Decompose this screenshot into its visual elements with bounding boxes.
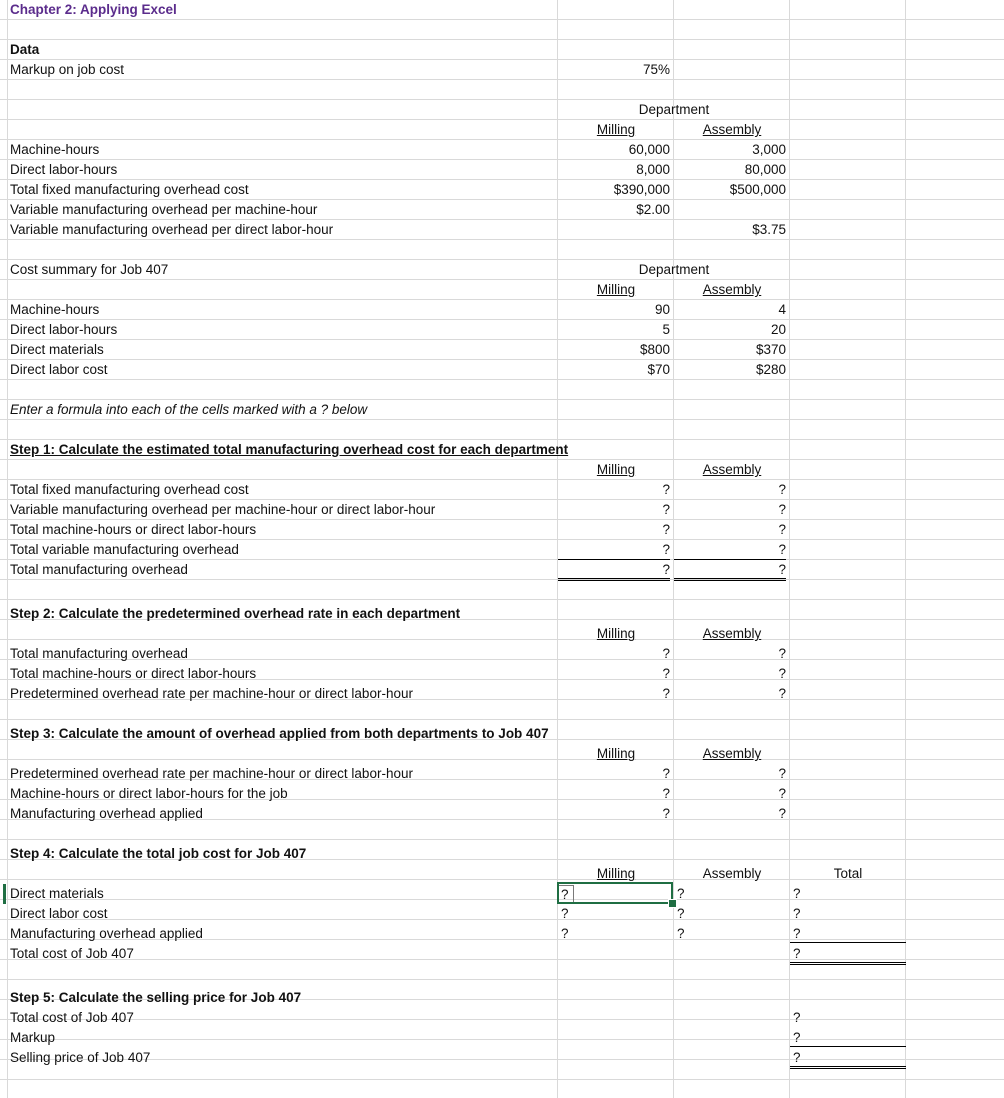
job-row-label[interactable]: Direct labor-hours xyxy=(10,322,118,337)
assembly-header[interactable] xyxy=(674,120,790,140)
step5-row-label[interactable]: Markup xyxy=(10,1030,56,1045)
data-heading[interactable]: Data xyxy=(10,42,40,57)
data-row-milling[interactable]: $390,000 xyxy=(613,182,670,197)
step5-heading[interactable]: Step 5: Calculate the selling price for Job 407 xyxy=(10,990,302,1005)
job-row-label[interactable]: Direct materials xyxy=(10,342,104,357)
job-row-milling[interactable]: 5 xyxy=(662,322,670,337)
step3-heading[interactable]: Step 3: Calculate the amount of overhead applied from both departments to Job 407 xyxy=(10,726,549,741)
department-label[interactable]: Department xyxy=(638,102,710,117)
step3-row-milling[interactable]: ? xyxy=(662,806,670,821)
job-assembly-header-text: Assembly xyxy=(702,282,762,297)
markup-label[interactable]: Markup on job cost xyxy=(10,62,125,77)
step1-row-assembly[interactable]: ? xyxy=(674,560,786,581)
job-row-milling[interactable]: 90 xyxy=(654,302,670,317)
step2-row-milling[interactable]: ? xyxy=(662,646,670,661)
job-department-label[interactable]: Department xyxy=(638,262,710,277)
job-row-assembly[interactable]: 4 xyxy=(778,302,786,317)
step5-row-label[interactable]: Selling price of Job 407 xyxy=(10,1050,151,1065)
step4-row-assembly[interactable]: ? xyxy=(677,886,685,901)
step5-row-label[interactable]: Total cost of Job 407 xyxy=(10,1010,134,1025)
row-selection-indicator xyxy=(3,884,6,904)
step1-milling-header[interactable] xyxy=(558,460,674,480)
step1-assembly-header[interactable] xyxy=(674,460,790,480)
milling-header[interactable] xyxy=(558,120,674,140)
job-row-assembly[interactable]: 20 xyxy=(770,322,786,337)
step1-row-label[interactable]: Total manufacturing overhead xyxy=(10,562,188,577)
step2-row-milling[interactable]: ? xyxy=(662,686,670,701)
step4-row-milling[interactable]: ? xyxy=(561,926,569,941)
step4-row-assembly[interactable]: ? xyxy=(677,906,685,921)
step2-assembly-header[interactable] xyxy=(674,624,790,644)
step2-row-assembly[interactable]: ? xyxy=(778,666,786,681)
step1-assembly-text: Assembly xyxy=(702,462,762,477)
job-milling-header[interactable] xyxy=(558,280,674,300)
data-row-label[interactable]: Direct labor-hours xyxy=(10,162,118,177)
data-row-milling[interactable]: 8,000 xyxy=(636,162,670,177)
step1-row-label[interactable]: Total fixed manufacturing overhead cost xyxy=(10,482,249,497)
step3-row-assembly[interactable]: ? xyxy=(778,786,786,801)
step1-row-milling[interactable]: ? xyxy=(558,560,670,581)
step2-row-milling[interactable]: ? xyxy=(662,666,670,681)
data-row-assembly[interactable]: 80,000 xyxy=(744,162,786,177)
step1-row-assembly[interactable]: ? xyxy=(778,502,786,517)
step1-row-assembly[interactable]: ? xyxy=(674,540,786,560)
step1-row-label[interactable]: Total variable manufacturing overhead xyxy=(10,542,239,557)
step5-row-total[interactable]: ? xyxy=(790,1048,906,1069)
step4-row-milling[interactable]: ? xyxy=(557,885,574,903)
step5-row-total[interactable]: ? xyxy=(790,1028,906,1047)
step4-row-label[interactable]: Direct labor cost xyxy=(10,906,108,921)
data-row-label[interactable]: Total fixed manufacturing overhead cost xyxy=(10,182,249,197)
step4-row-label[interactable]: Total cost of Job 407 xyxy=(10,946,134,961)
step1-milling-text: Milling xyxy=(596,462,636,477)
step4-milling-header[interactable] xyxy=(558,864,674,884)
job-row-assembly[interactable]: $280 xyxy=(755,362,786,377)
step1-row-assembly[interactable]: ? xyxy=(778,482,786,497)
data-row-assembly[interactable]: $500,000 xyxy=(729,182,786,197)
step1-row-milling[interactable]: ? xyxy=(662,522,670,537)
step2-row-assembly[interactable]: ? xyxy=(778,686,786,701)
job-row-milling[interactable]: $70 xyxy=(647,362,670,377)
job-row-milling[interactable]: $800 xyxy=(639,342,670,357)
job-row-label[interactable]: Machine-hours xyxy=(10,302,100,317)
step2-heading[interactable]: Step 2: Calculate the predetermined overhead rate in each department xyxy=(10,606,461,621)
job-row-label[interactable]: Direct labor cost xyxy=(10,362,108,377)
step3-row-label[interactable]: Machine-hours or direct labor-hours for the job xyxy=(10,786,288,801)
step3-row-label[interactable]: Manufacturing overhead applied xyxy=(10,806,203,821)
step4-total-header[interactable]: Total xyxy=(833,866,863,881)
step4-row-label[interactable]: Direct materials xyxy=(10,886,104,901)
step1-row-milling[interactable]: ? xyxy=(662,482,670,497)
step3-row-label[interactable]: Predetermined overhead rate per machine-hour or direct labor-hour xyxy=(10,766,413,781)
job-assembly-header[interactable] xyxy=(674,280,790,300)
step4-row-assembly[interactable]: ? xyxy=(677,926,685,941)
step2-row-assembly[interactable]: ? xyxy=(778,646,786,661)
step1-row-milling[interactable]: ? xyxy=(662,502,670,517)
data-row-label[interactable]: Machine-hours xyxy=(10,142,100,157)
data-row-milling[interactable]: 60,000 xyxy=(628,142,670,157)
step2-milling-header[interactable] xyxy=(558,624,674,644)
data-row-assembly[interactable]: $3.75 xyxy=(752,222,786,237)
step2-assembly-text: Assembly xyxy=(702,626,762,641)
sheet-title[interactable]: Chapter 2: Applying Excel xyxy=(10,2,177,17)
step2-row-label[interactable]: Total machine-hours or direct labor-hours xyxy=(10,666,257,681)
step4-assembly-header[interactable]: Assembly xyxy=(702,866,762,881)
step3-assembly-header[interactable] xyxy=(674,744,790,764)
step4-row-total[interactable]: ? xyxy=(790,944,906,965)
step3-assembly-text: Assembly xyxy=(702,746,762,761)
step4-milling-text: Milling xyxy=(596,866,636,881)
step1-row-milling[interactable]: ? xyxy=(558,540,670,560)
data-row-assembly[interactable]: 3,000 xyxy=(752,142,786,157)
step4-row-total[interactable]: ? xyxy=(793,906,801,921)
data-row-label[interactable]: Variable manufacturing overhead per machine-hour xyxy=(10,202,318,217)
step5-row-total[interactable]: ? xyxy=(793,1010,801,1025)
step2-milling-text: Milling xyxy=(596,626,636,641)
step2-row-label[interactable]: Predetermined overhead rate per machine-hour or direct labor-hour xyxy=(10,686,413,701)
step1-heading-text: Step 1: Calculate the estimated total manufacturing overhead cost for each department xyxy=(10,442,569,457)
job-heading[interactable]: Cost summary for Job 407 xyxy=(10,262,169,277)
step3-milling-text: Milling xyxy=(596,746,636,761)
data-row-milling[interactable]: $2.00 xyxy=(636,202,670,217)
step3-row-assembly[interactable]: ? xyxy=(778,766,786,781)
step3-milling-header[interactable] xyxy=(558,744,674,764)
active-cell-selection[interactable] xyxy=(557,882,673,904)
step2-row-label[interactable]: Total manufacturing overhead xyxy=(10,646,188,661)
fill-handle[interactable] xyxy=(668,899,677,908)
step3-row-milling[interactable]: ? xyxy=(662,766,670,781)
markup-value[interactable]: 75% xyxy=(642,62,670,77)
instruction-text[interactable]: Enter a formula into each of the cells marked with a ? below xyxy=(10,402,368,417)
data-row-label[interactable]: Variable manufacturing overhead per direct labor-hour xyxy=(10,222,334,237)
step4-row-total[interactable]: ? xyxy=(793,886,801,901)
job-milling-header-text: Milling xyxy=(596,282,636,297)
step4-row-label[interactable]: Manufacturing overhead applied xyxy=(10,926,203,941)
milling-header-text: Milling xyxy=(596,122,636,137)
job-row-assembly[interactable]: $370 xyxy=(755,342,786,357)
step1-row-label[interactable]: Variable manufacturing overhead per machine-hour or direct labor-hour xyxy=(10,502,436,517)
step3-row-assembly[interactable]: ? xyxy=(778,806,786,821)
step4-heading[interactable]: Step 4: Calculate the total job cost for Job 407 xyxy=(10,846,307,861)
assembly-header-text: Assembly xyxy=(702,122,762,137)
step1-row-label[interactable]: Total machine-hours or direct labor-hours xyxy=(10,522,257,537)
step4-row-total[interactable]: ? xyxy=(790,924,906,943)
step4-row-milling[interactable]: ? xyxy=(561,906,569,921)
step1-row-assembly[interactable]: ? xyxy=(778,522,786,537)
step3-row-milling[interactable]: ? xyxy=(662,786,670,801)
step1-heading[interactable] xyxy=(10,440,568,460)
